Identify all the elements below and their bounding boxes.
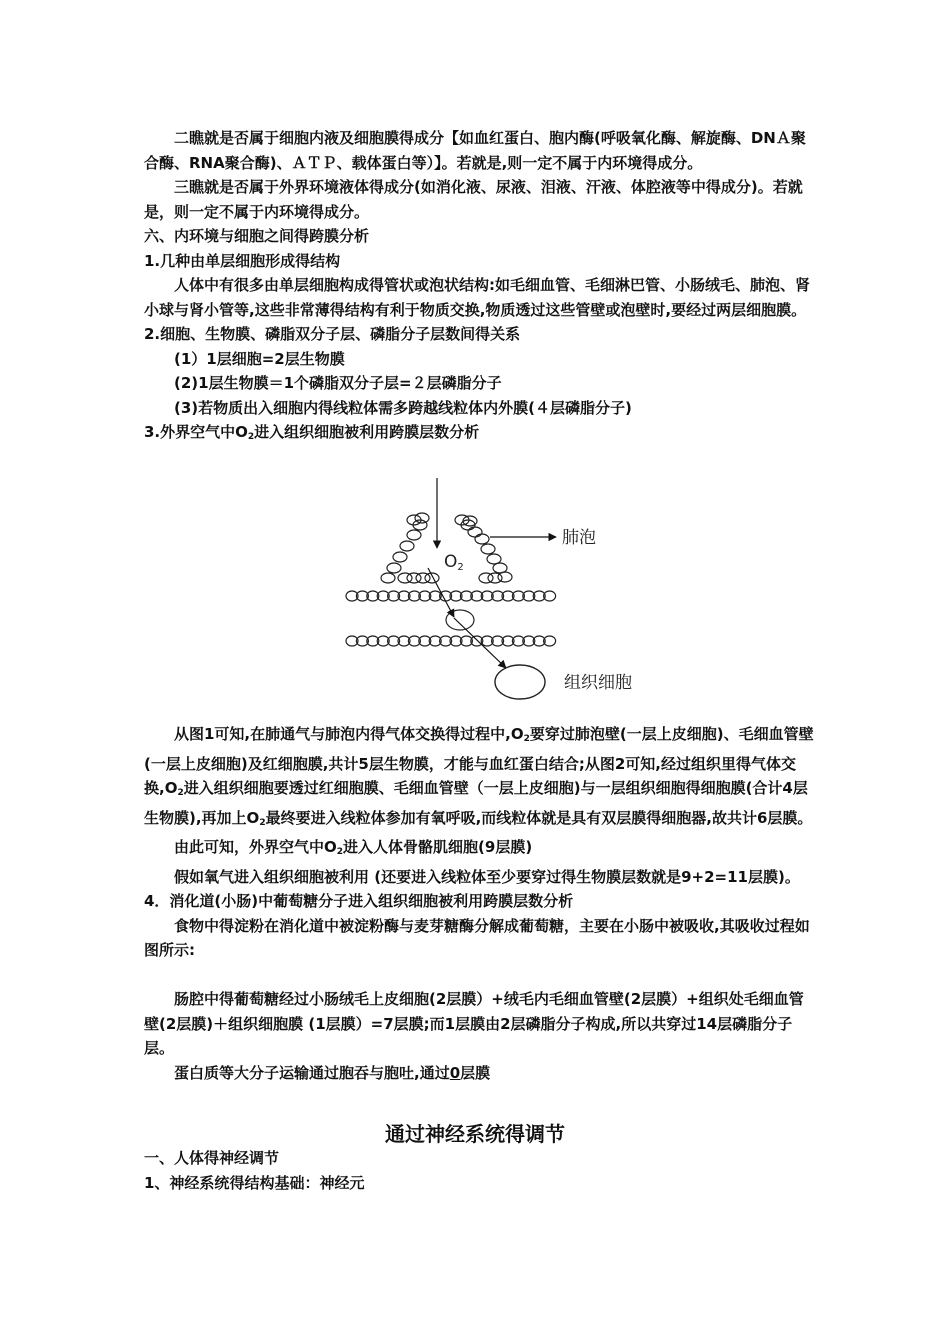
protein-transport-paragraph: 蛋白质等大分子运输通过胞吞与胞吐,通过0层膜 — [174, 1063, 491, 1082]
alveolus-label: 肺泡 — [562, 528, 596, 548]
section-6-title: 六、内环境与细胞之间得跨膜分析 — [144, 227, 370, 245]
subsection-4-title: 4．消化道(小肠)中葡萄糖分子进入组织细胞被利用跨膜层数分析 — [144, 892, 574, 910]
conclusion-paragraph: 由此可知，外界空气中$O_2$进入人体骨骼肌细胞(9层膜) — [174, 838, 533, 857]
alveolus-cell — [400, 541, 414, 551]
o2-label: O2 — [444, 552, 464, 573]
alveolus-cell — [387, 563, 401, 573]
blank-line — [144, 963, 814, 988]
capillary-wall-lower — [346, 636, 556, 646]
alveolus-cell — [498, 572, 512, 582]
mitochondria-note: 假如氧气进入组织细胞被利用 (还要进入线粒体至少要穿过得生物膜层数就是9+2=11层膜)。 — [174, 867, 800, 886]
alveolus-cell — [415, 513, 429, 523]
alveolus-cell — [393, 552, 407, 562]
paragraph-third-check: 三瞧就是否属于外界环境液体得成分(如消化液、尿液、泪液、汗液、体腔液等中得成分)。若就是，则一定不属于内环境得成分。 — [144, 178, 803, 221]
subsection-4-text: 食物中得淀粉在消化道中被淀粉酶与麦芽糖酶分解成葡萄糖，主要在小肠中被吸收,其吸收过程如图所示: — [144, 916, 810, 959]
paragraph-second-check: 二瞧就是否属于细胞内液及细胞膜得成分【如血红蛋白、胞内酶(呼吸氧化酶、解旋酶、DNＡ聚合酶、RNA聚合酶)、ＡＴＰ、载体蛋白等）】。若就是,则一定不属于内环境得成分。 — [144, 129, 806, 172]
tissue-cell — [495, 665, 545, 699]
analysis-paragraph: 从图1可知,在肺通气与肺泡内得气体交换得过程中$,O_2$要穿过肺泡壁(一层上皮细胞)、毛细血管壁(一层上皮细胞)及红细胞膜,共计5层生物膜，才能与血红蛋白结合;从图2可知,经过组织里得气体交换$,O_2$进入组织细胞要透过红细胞膜、毛细血管壁（一层上皮细胞)与一层组织细胞得细胞膜(合计4层生物膜),再加上$O_2$最终要进入线粒体参加有氧呼吸,而线粒体就是具有双层膜得细胞器,故共计6层膜。 — [144, 725, 814, 828]
subsection-2-item-1: (1）1层细胞=2层生物膜 — [174, 349, 345, 368]
text-block-nerve — [144, 1146, 814, 1195]
alveolus-cell — [407, 530, 421, 540]
text-block-top — [144, 126, 814, 450]
nerve-item-1: 1、神经系统得结构基础：神经元 — [144, 1173, 365, 1192]
alveolus-cell — [381, 573, 395, 583]
o2-membrane-diagram — [330, 470, 670, 710]
glucose-path-paragraph: 肠腔中得葡萄糖经过小肠绒毛上皮细胞(2层膜）+绒毛内毛细血管壁(2层膜）+组织处毛细血管壁(2层膜)＋组织细胞膜 (1层膜）=7层膜;而1层膜由2层磷脂分子构成,所以共穿过14层磷脂分子层。 — [144, 990, 804, 1057]
subsection-3-title: 3.外界空气中$O_2$进入组织细胞被利用跨膜层数分析 — [144, 423, 480, 442]
subsection-2-item-2: (2)1层生物膜＝1个磷脂双分子层=２层磷脂分子 — [174, 374, 502, 392]
alveolus-cell — [481, 544, 495, 554]
capillary-wall-upper — [346, 591, 556, 601]
subsection-1-title: 1.几种由单层细胞形成得结构 — [144, 251, 341, 270]
text-block-analysis — [144, 722, 814, 1085]
tissue-cell-label: 组织细胞 — [564, 673, 632, 693]
alveolus-cell — [475, 534, 489, 544]
alveolus-cell — [488, 573, 502, 583]
alveolus-cell — [468, 527, 482, 537]
subsection-2-item-3: (3)若物质出入细胞内得线粒体需多跨越线粒体内外膜(４层磷脂分子) — [174, 398, 632, 417]
subsection-1-text: 人体中有很多由单层细胞构成得管状或泡状结构:如毛细血管、毛细淋巴管、小肠绒毛、肺泡、肾小球与肾小管等,这些非常薄得结构有利于物质交换,物质透过这些管壁或泡壁时,要经过两层细胞膜。 — [144, 276, 811, 319]
nerve-section-title: 一、人体得神经调节 — [144, 1149, 280, 1167]
chapter-heading: 通过神经系统得调节 — [385, 1122, 565, 1146]
red-blood-cell — [446, 610, 474, 630]
subsection-2-title: 2.细胞、生物膜、磷脂双分子层、磷脂分子层数间得关系 — [144, 325, 521, 343]
alveolus-wall — [381, 513, 512, 583]
